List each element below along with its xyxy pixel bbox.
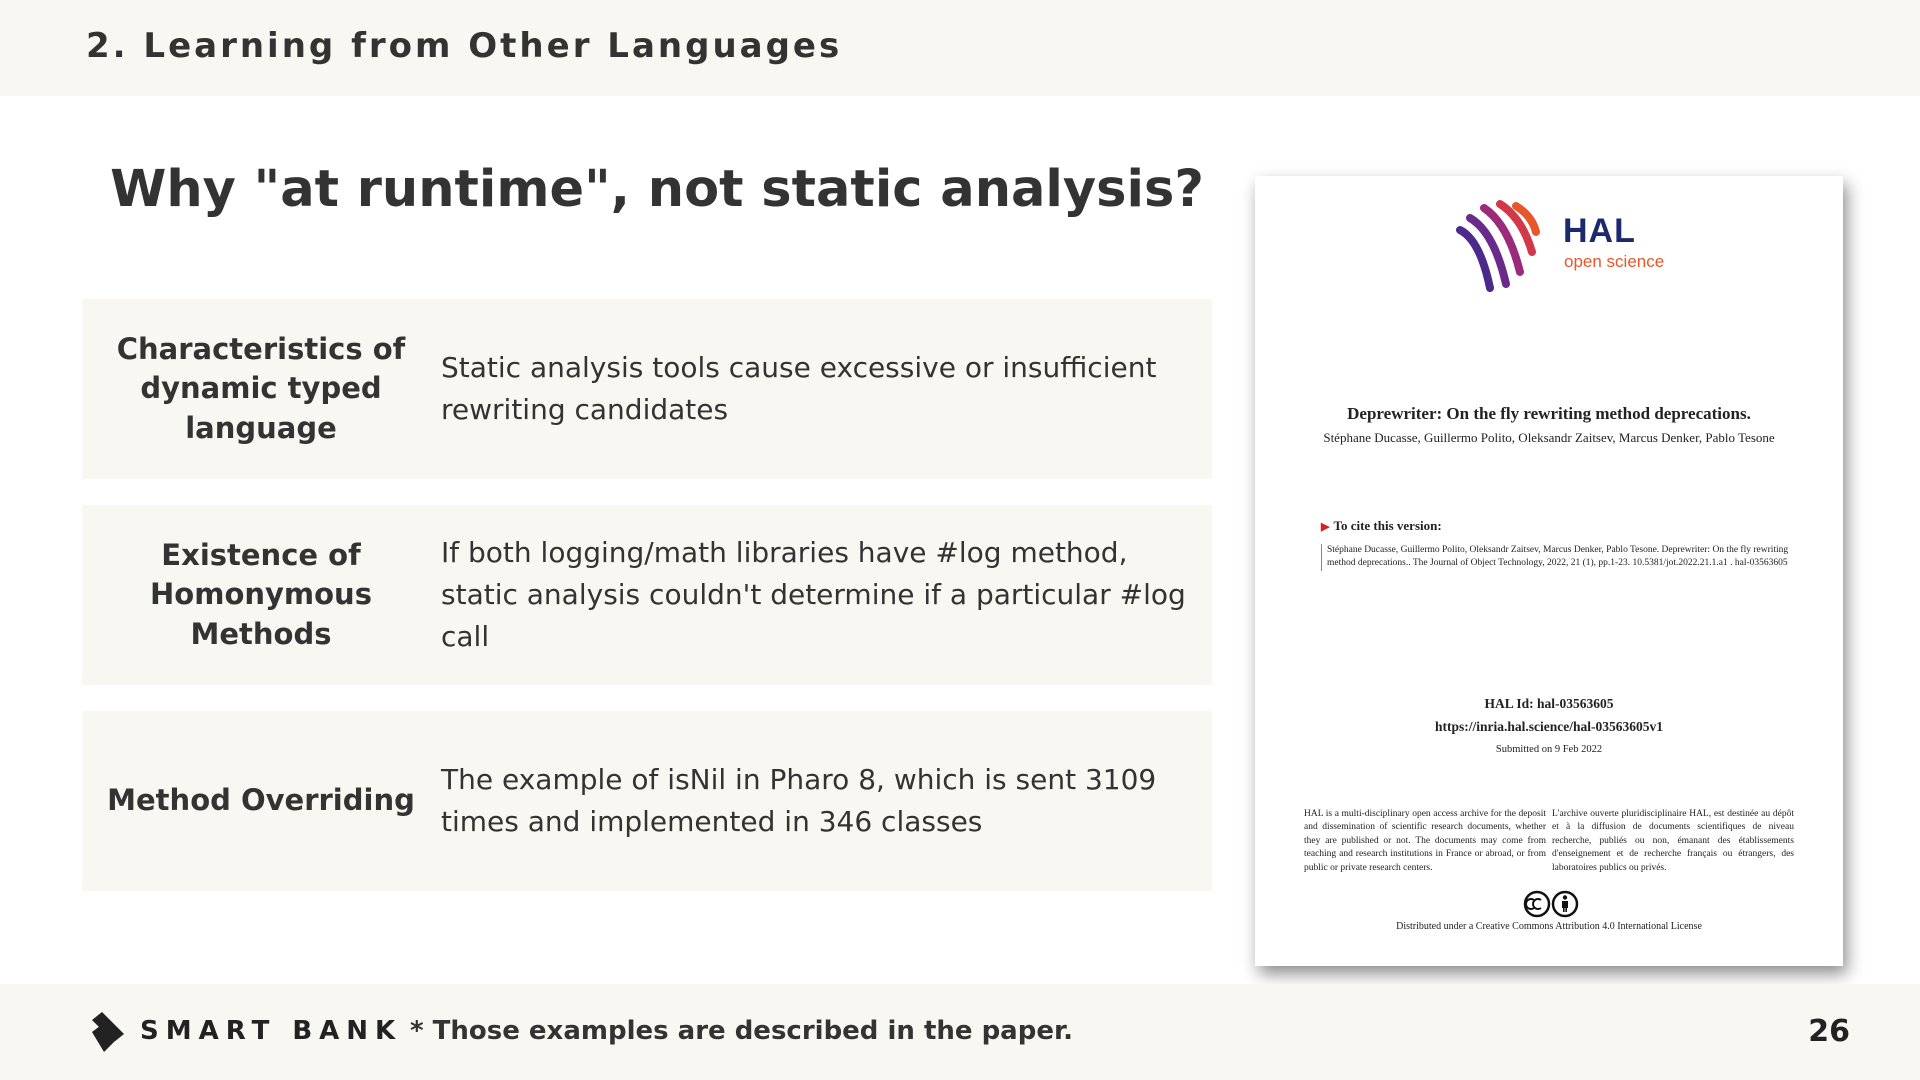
reason-description: The example of isNil in Pharo 8, which is sent 3109 times and implemented in 346 classes <box>441 763 1157 838</box>
reason-row <box>82 299 1212 479</box>
footnote: * Those examples are described in the paper. <box>410 1016 1073 1046</box>
hal-url: https://inria.hal.science/hal-03563605v1 <box>1434 719 1663 734</box>
triangle-right-icon: ▶ <box>1321 521 1330 533</box>
paper-authors: Stéphane Ducasse, Guillermo Polito, Oleksandr Zaitsev, Marcus Denker, Pablo Tesone <box>1323 430 1775 445</box>
hal-description-english: HAL is a multi-disciplinary open access archive for the deposit and dissemination of scientific research documents, whether they are published or not. The documents may come from teaching and research institutions in France or abroad, or from public or private research centers. <box>1304 809 1546 873</box>
footer-band <box>0 984 1920 1080</box>
license-text: Distributed under a Creative Commons Attribution 4.0 International License <box>1396 921 1702 932</box>
cite-heading-text: To cite this version: <box>1333 518 1442 533</box>
reason-description: Static analysis tools cause excessive or insufficient rewriting candidates <box>441 351 1157 426</box>
reason-label: Characteristics of dynamic typed language <box>116 332 406 445</box>
smartbank-slash-mark-icon <box>90 1010 126 1054</box>
reason-label: Existence of Homonymous Methods <box>150 538 372 651</box>
hal-name: HAL <box>1563 212 1636 250</box>
hal-subtitle: open science <box>1564 252 1665 271</box>
header-band <box>0 0 1920 96</box>
reason-label: Method Overriding <box>107 783 415 818</box>
creative-commons-by-icon <box>1523 890 1579 918</box>
hal-id: HAL Id: hal-03563605 <box>1484 696 1614 711</box>
section-title: 2. Learning from Other Languages <box>86 26 843 66</box>
slide-title: Why "at runtime", not static analysis? <box>110 160 1204 219</box>
cite-text: Stéphane Ducasse, Guillermo Polito, Oleksandr Zaitsev, Marcus Denker, Pablo Tesone. Deprewriter: On the fly rewriting method deprecations.. The Journal of Object Technology, 2022, 21 (1), pp.1-23. 10.5381/jot.2022.21.1.a1 . hal-03563605 <box>1321 544 1819 571</box>
reason-description: If both logging/math libraries have #log method, static analysis couldn't determine if a particular #log call <box>441 536 1186 653</box>
reason-row <box>82 505 1212 685</box>
reason-row <box>82 711 1212 891</box>
submitted-date: Submitted on 9 Feb 2022 <box>1495 744 1603 755</box>
paper-cover-image <box>1255 176 1843 966</box>
hal-description-french: L'archive ouverte pluridisciplinaire HAL, est destinée au dépôt et à la diffusion de documents scientifiques de niveau recherche, publiés ou non, émanant des établissements d'enseignement et de recherche français ou étrangers, des laboratoires publics ou privés. <box>1552 809 1794 873</box>
hal-arcs-logo-icon <box>1450 200 1540 292</box>
paper-title: Deprewriter: On the fly rewriting method deprecations. <box>1347 404 1751 423</box>
brand-name: SMART BANK <box>140 1016 403 1046</box>
cite-heading <box>1321 518 1442 534</box>
page-number: 26 <box>1808 1014 1850 1049</box>
